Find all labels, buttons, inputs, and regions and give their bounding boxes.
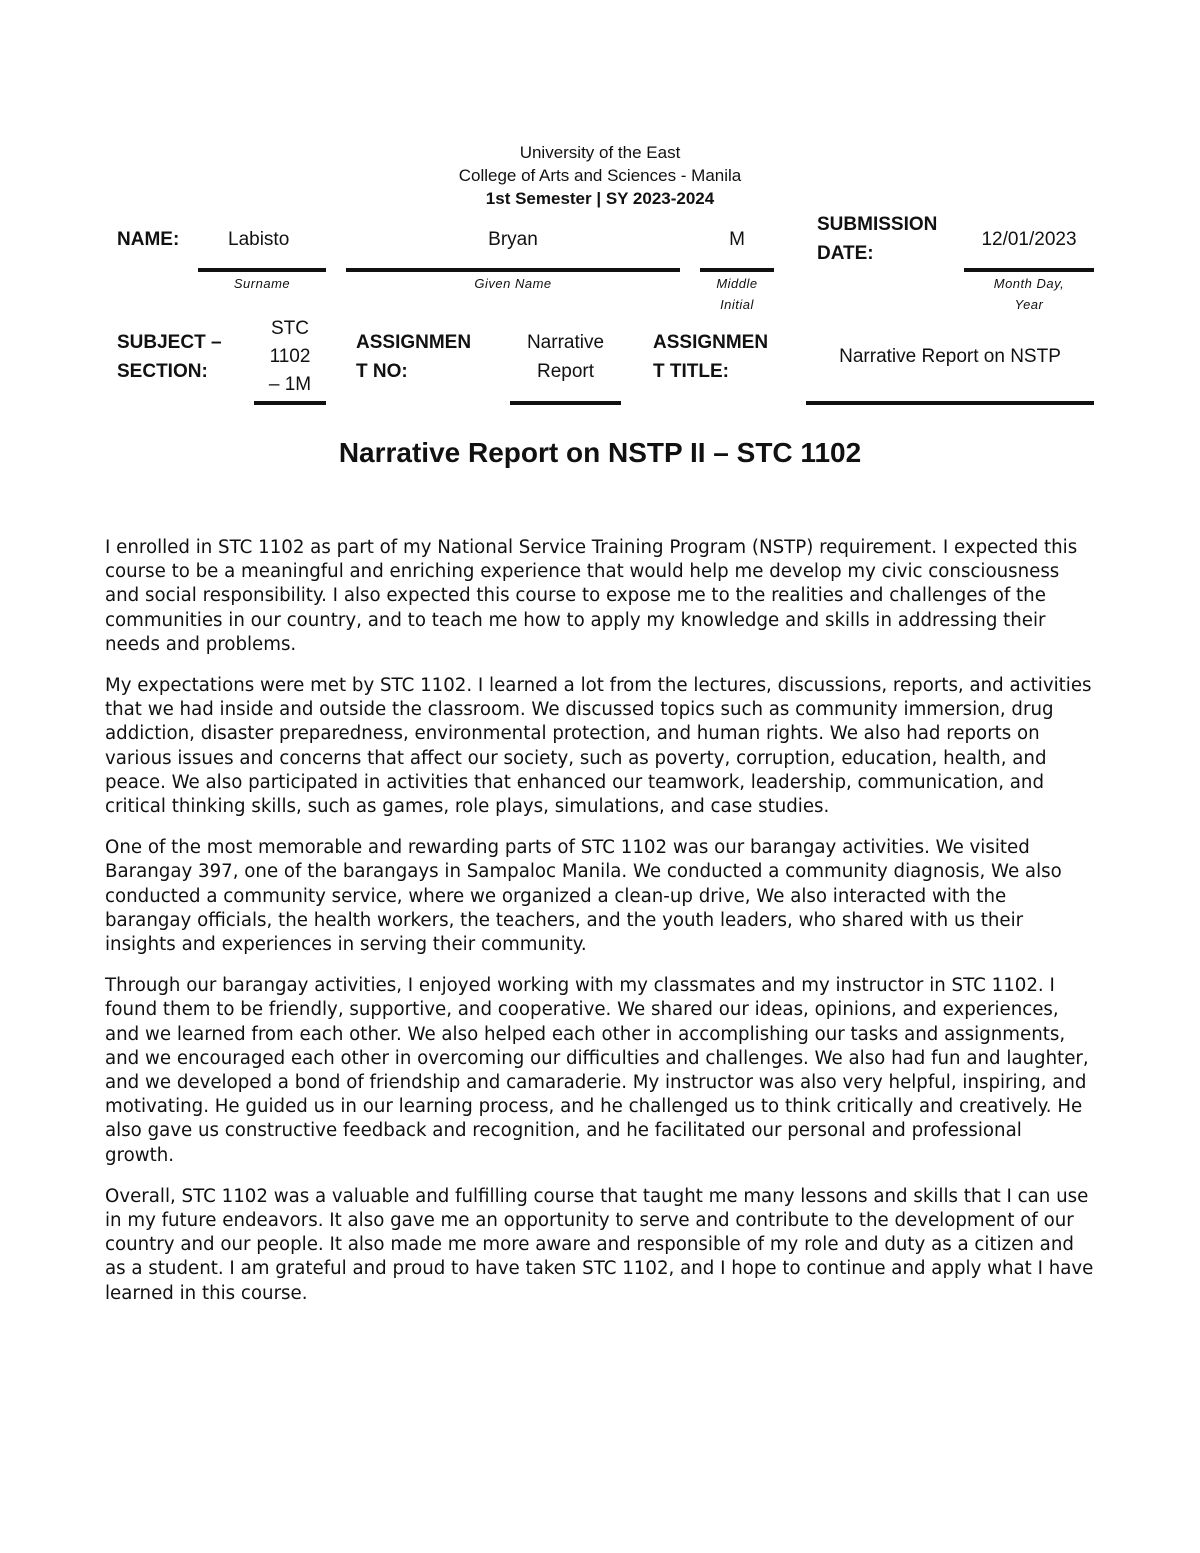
assignment-title-label-1: ASSIGNMEN [653, 332, 769, 353]
surname-caption: Surname [233, 276, 291, 291]
surname-underline [198, 268, 326, 272]
submission-date-underline [964, 268, 1094, 272]
college-name: College of Arts and Sciences - Manila [458, 166, 742, 185]
subject-value-1: STC [271, 318, 309, 339]
given-name-caption: Given Name [474, 276, 552, 291]
date-caption-2: Year [1014, 297, 1044, 312]
subject-value-2: 1102 [269, 346, 311, 367]
assignment-no-underline [510, 401, 621, 405]
assignment-title-label-2: T TITLE: [653, 361, 729, 382]
surname-value: Labisto [228, 229, 290, 250]
subject-underline [254, 401, 326, 405]
assignment-no-value-2: Report [536, 361, 595, 382]
assignment-title-underline [806, 401, 1094, 405]
submission-label-2: DATE: [817, 243, 874, 264]
assignment-title-value: Narrative Report on NSTP [839, 346, 1061, 367]
assignment-no-label-1: ASSIGNMEN [356, 332, 472, 353]
university-name: University of the East [519, 143, 681, 162]
subject-section-label-1: SUBJECT – [117, 332, 222, 353]
submission-date-value: 12/01/2023 [981, 229, 1077, 250]
report-title: Narrative Report on NSTP II – STC 1102 [338, 437, 862, 468]
assignment-no-label-2: T NO: [356, 361, 408, 382]
date-caption-1: Month Day, [993, 276, 1065, 291]
middle-initial-underline [700, 268, 774, 272]
middle-initial-value: M [729, 229, 745, 250]
name-label: NAME: [117, 229, 180, 250]
given-name-value: Bryan [488, 229, 538, 250]
middle-initial-caption-1: Middle [716, 276, 758, 291]
report-body [105, 536, 1095, 1323]
subject-value-3: – 1M [268, 374, 312, 395]
report-paragraph: Through our barangay activities, I enjoyed working with my classmates and my instructor in STC 1102. I found them to be friendly, supportive, and cooperative. We shared our ideas, opinions, and experiences, and we learned from each other. We also helped each other in accomplishing our tasks and assignments, and we encouraged each other in overcoming our difficulties and challenges. We also had fun and laughter, and we developed a bond of friendship and camaraderie. My instructor was also very helpful, inspiring, and motivating. He guided us in our learning process, and he challenged us to think critically and creatively. He also gave us constructive feedback and recognition, and he facilitated our personal and professional growth. [105, 975, 1089, 1166]
submission-label-1: SUBMISSION [817, 214, 938, 235]
middle-initial-caption-2: Initial [720, 297, 754, 312]
report-paragraph: Overall, STC 1102 was a valuable and fulfilling course that taught me many lessons and skills that I can use in my future endeavors. It also gave me an opportunity to serve and contribute to the development of our country and our people. It also made me more aware and responsible of my role and duty as a citizen and as a student. I am grateful and proud to have taken STC 1102, and I hope to continue and apply what I have learned in this course. [105, 1185, 1094, 1304]
subject-section-label-2: SECTION: [117, 361, 208, 382]
report-paragraph: I enrolled in STC 1102 as part of my National Service Training Program (NSTP) requirement. I expected this course to be a meaningful and enriching experience that would help me develop my civic consciousness and social responsibility. I also expected this course to expose me to the realities and challenges of the communities in our country, and to teach me how to apply my knowledge and skills in addressing their needs and problems. [105, 537, 1078, 655]
report-paragraph: One of the most memorable and rewarding parts of STC 1102 was our barangay activities. We visited Barangay 397, one of the barangays in Sampaloc Manila. We conducted a community diagnosis, We also conducted a community service, where we organized a clean-up drive, We also interacted with the barangay officials, the health workers, the teachers, and the youth leaders, who shared with us their insights and experiences in serving their community. [105, 837, 1062, 956]
report-paragraph: My expectations were met by STC 1102. I learned a lot from the lectures, discussions, reports, and activities that we had inside and outside the classroom. We discussed topics such as community immersion, drug addiction, disaster preparedness, environmental protection, and human rights. We also had reports on various issues and concerns that affect our society, such as poverty, corruption, education, health, and peace. We also participated in activities that enhanced our teamwork, leadership, communication, and critical thinking skills, such as games, role plays, simulations, and case studies. [105, 675, 1092, 818]
given-name-underline [346, 268, 680, 272]
semester-line: 1st Semester | SY 2023-2024 [485, 189, 715, 208]
assignment-no-value-1: Narrative [526, 332, 605, 353]
